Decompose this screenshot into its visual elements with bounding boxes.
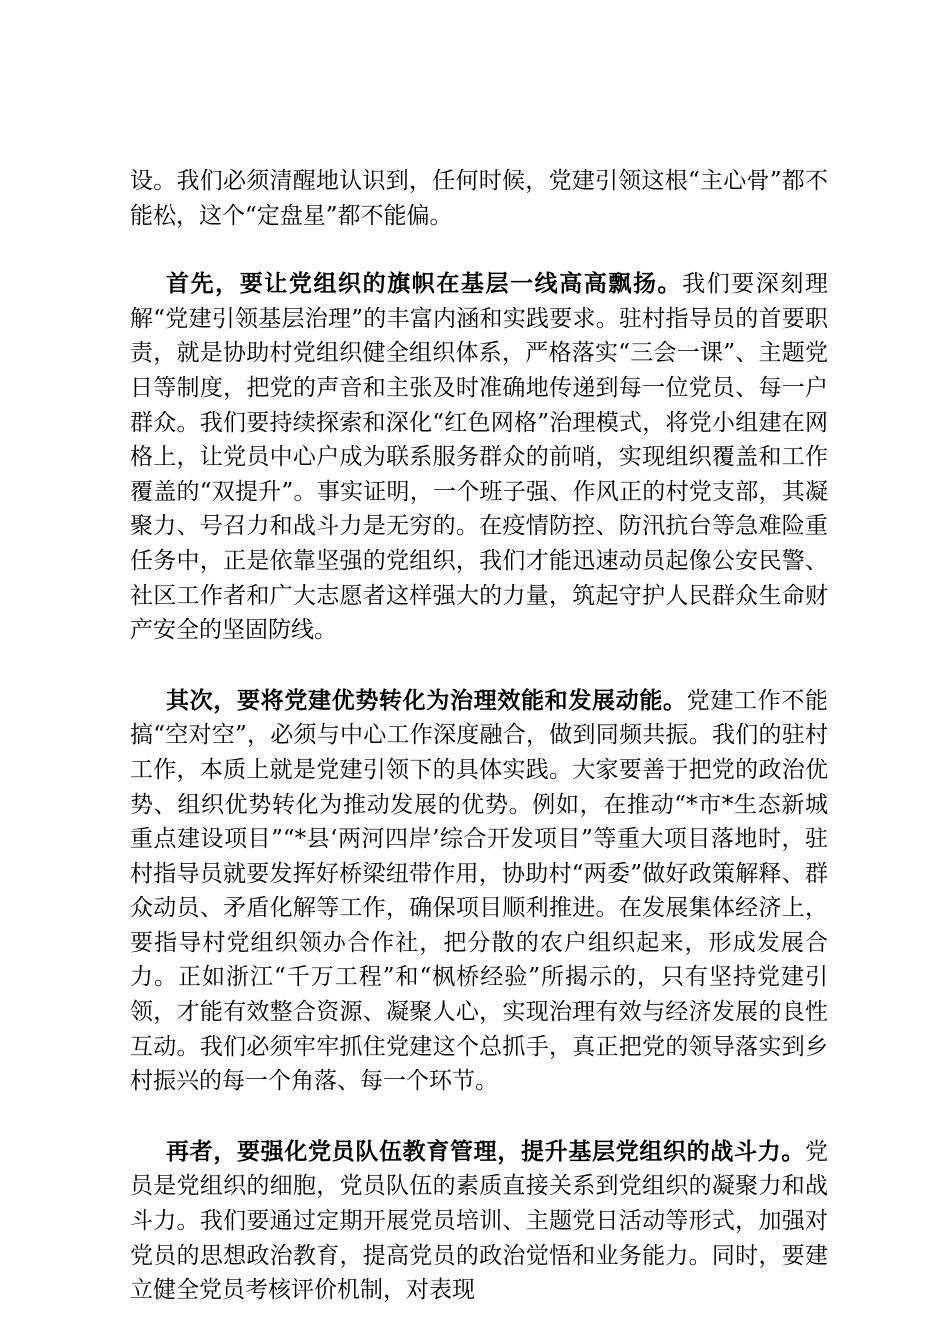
paragraph-second-point — [130, 684, 828, 1099]
paragraph-heading: 首先，要让党组织的旗帜在基层一线高高飘扬。 — [166, 270, 683, 298]
paragraph-third-point — [130, 1135, 828, 1308]
paragraph-text: 我们要深刻理解“党建引领基层治理”的丰富内涵和实践要求。驻村指导员的首要职责，就是协助村党组织健全组织体系，严格落实“三会一课”、主题党日等制度，把党的声音和主张及时准确地传递到每一位党员、每一户群众。我们要持续探索和深化“红色网格”治理模式，将党小组建在网格上，让党员中心户成为联系服务群众的前哨，实现组织覆盖和工作覆盖的“双提升”。事实证明，一个班子强、作风正的村党支部，其凝聚力、号召力和战斗力是无穷的。在疫情防控、防汛抗台等急难险重任务中，正是依靠坚强的党组织，我们才能迅速动员起像公安民警、社区工作者和广大志愿者这样强大的力量，筑起守护人民群众生命财产安全的坚固防线。 — [130, 271, 829, 644]
paragraph-text: 设。我们必须清醒地认识到，任何时候，党建引领这根“主心骨”都不能松，这个“定盘星”都不能偏。 — [130, 168, 828, 229]
paragraph-intro-continuation — [130, 164, 828, 233]
paragraph-text: 党建工作不能搞“空对空”，必须与中心工作深度融合，做到同频共振。我们的驻村工作，本质上就是党建引领下的具体实践。大家要善于把党的政治优势、组织优势转化为推动发展的优势。例如，在推动“*市*生态新城重点建设项目”“*县‘两河四岸’综合开发项目”等重大项目落地时，驻村指导员就要发挥好桥梁纽带作用，协助村“两委”做好政策解释、群众动员、矛盾化解等工作，确保项目顺利推进。在发展集体经济上，要指导村党组织领办合作社，把分散的农户组织起来，形成发展合力。正如浙江“千万工程”和“枫桥经验”所揭示的，只有坚持党建引领，才能有效整合资源、凝聚人心，实现治理有效与经济发展的良性互动。我们必须牢牢抓住党建这个总抓手，真正把党的领导落实到乡村振兴的每一个角落、每一个环节。 — [130, 687, 829, 1095]
document-body — [130, 164, 828, 1344]
paragraph-first-point — [130, 267, 828, 648]
paragraph-heading: 再者，要强化党员队伍教育管理，提升基层党组织的战斗力。 — [166, 1137, 805, 1165]
paragraph-text: 党员是党组织的细胞，党员队伍的素质直接关系到党组织的凝聚力和战斗力。我们要通过定期开展党员培训、主题党日活动等形式，加强对党员的思想政治教育，提高党员的政治觉悟和业务能力。同时，要建立健全党员考核评价机制，对表现 — [130, 1138, 828, 1304]
paragraph-heading: 其次，要将党建优势转化为治理效能和发展动能。 — [166, 686, 687, 714]
